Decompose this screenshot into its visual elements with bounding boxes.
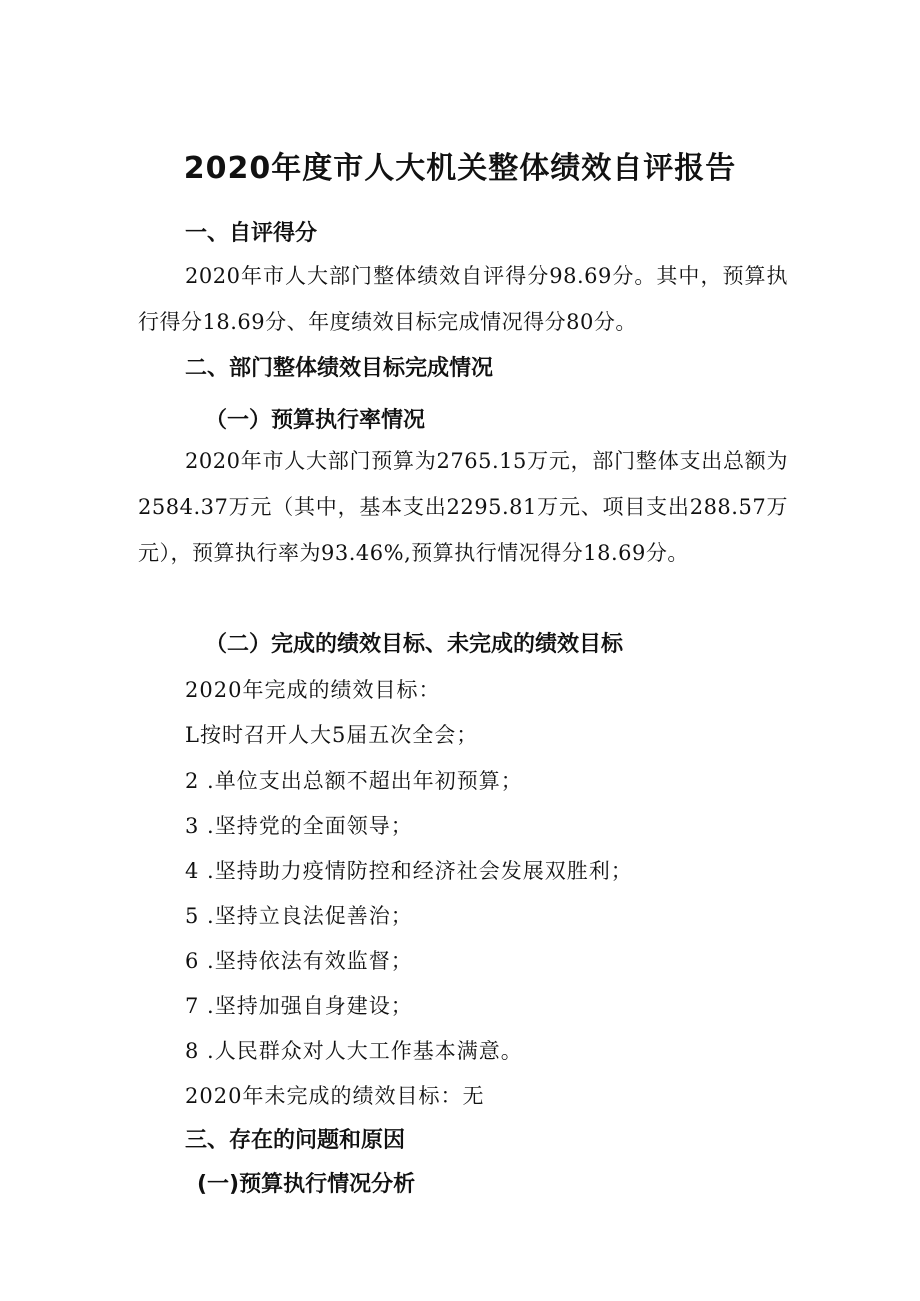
uncompleted-goals-label: 2020年未完成的绩效目标：无 xyxy=(185,1084,485,1108)
goal-item: 4 .坚持助力疫情防控和经济社会发展双胜利； xyxy=(185,859,633,883)
completed-goals-label: 2020年完成的绩效目标： xyxy=(185,678,441,702)
document-title: 2020年度市人大机关整体绩效自评报告 xyxy=(183,151,737,186)
goal-item: 5 .坚持立良法促善治； xyxy=(185,904,413,928)
goal-item: 7 .坚持加强自身建设； xyxy=(185,994,413,1018)
section-heading-goal-completion: 二、部门整体绩效目标完成情况 xyxy=(185,356,494,381)
section-heading-self-score: 一、自评得分 xyxy=(185,221,318,246)
subsection-heading-budget-analysis: (一)预算执行情况分析 xyxy=(197,1172,416,1197)
subsection-heading-budget-execution: （一）预算执行率情况 xyxy=(205,408,426,433)
section-heading-problems: 三、存在的问题和原因 xyxy=(185,1128,406,1153)
goal-item: 3 .坚持党的全面领导； xyxy=(185,814,413,838)
subsection-heading-goals: （二）完成的绩效目标、未完成的绩效目标 xyxy=(205,632,624,657)
goal-item: L按时召开人大5届五次全会； xyxy=(185,723,479,747)
goal-item: 8 .人民群众对人大工作基本满意。 xyxy=(185,1039,523,1063)
paragraph-budget-execution: 2020年市人大部门预算为2765.15万元，部门整体支出总额为2584.37万元（其中，基本支出2295.81万元、项目支出288.57万元），预算执行率为93.46%,预算执行情况得分18.69分。 xyxy=(138,449,788,565)
goal-item: 6 .坚持依法有效监督； xyxy=(185,949,413,973)
goal-item: 2 .单位支出总额不超出年初预算； xyxy=(185,769,523,793)
paragraph-self-score: 2020年市人大部门整体绩效自评得分98.69分。其中，预算执行得分18.69分、年度绩效目标完成情况得分80分。 xyxy=(138,264,788,334)
